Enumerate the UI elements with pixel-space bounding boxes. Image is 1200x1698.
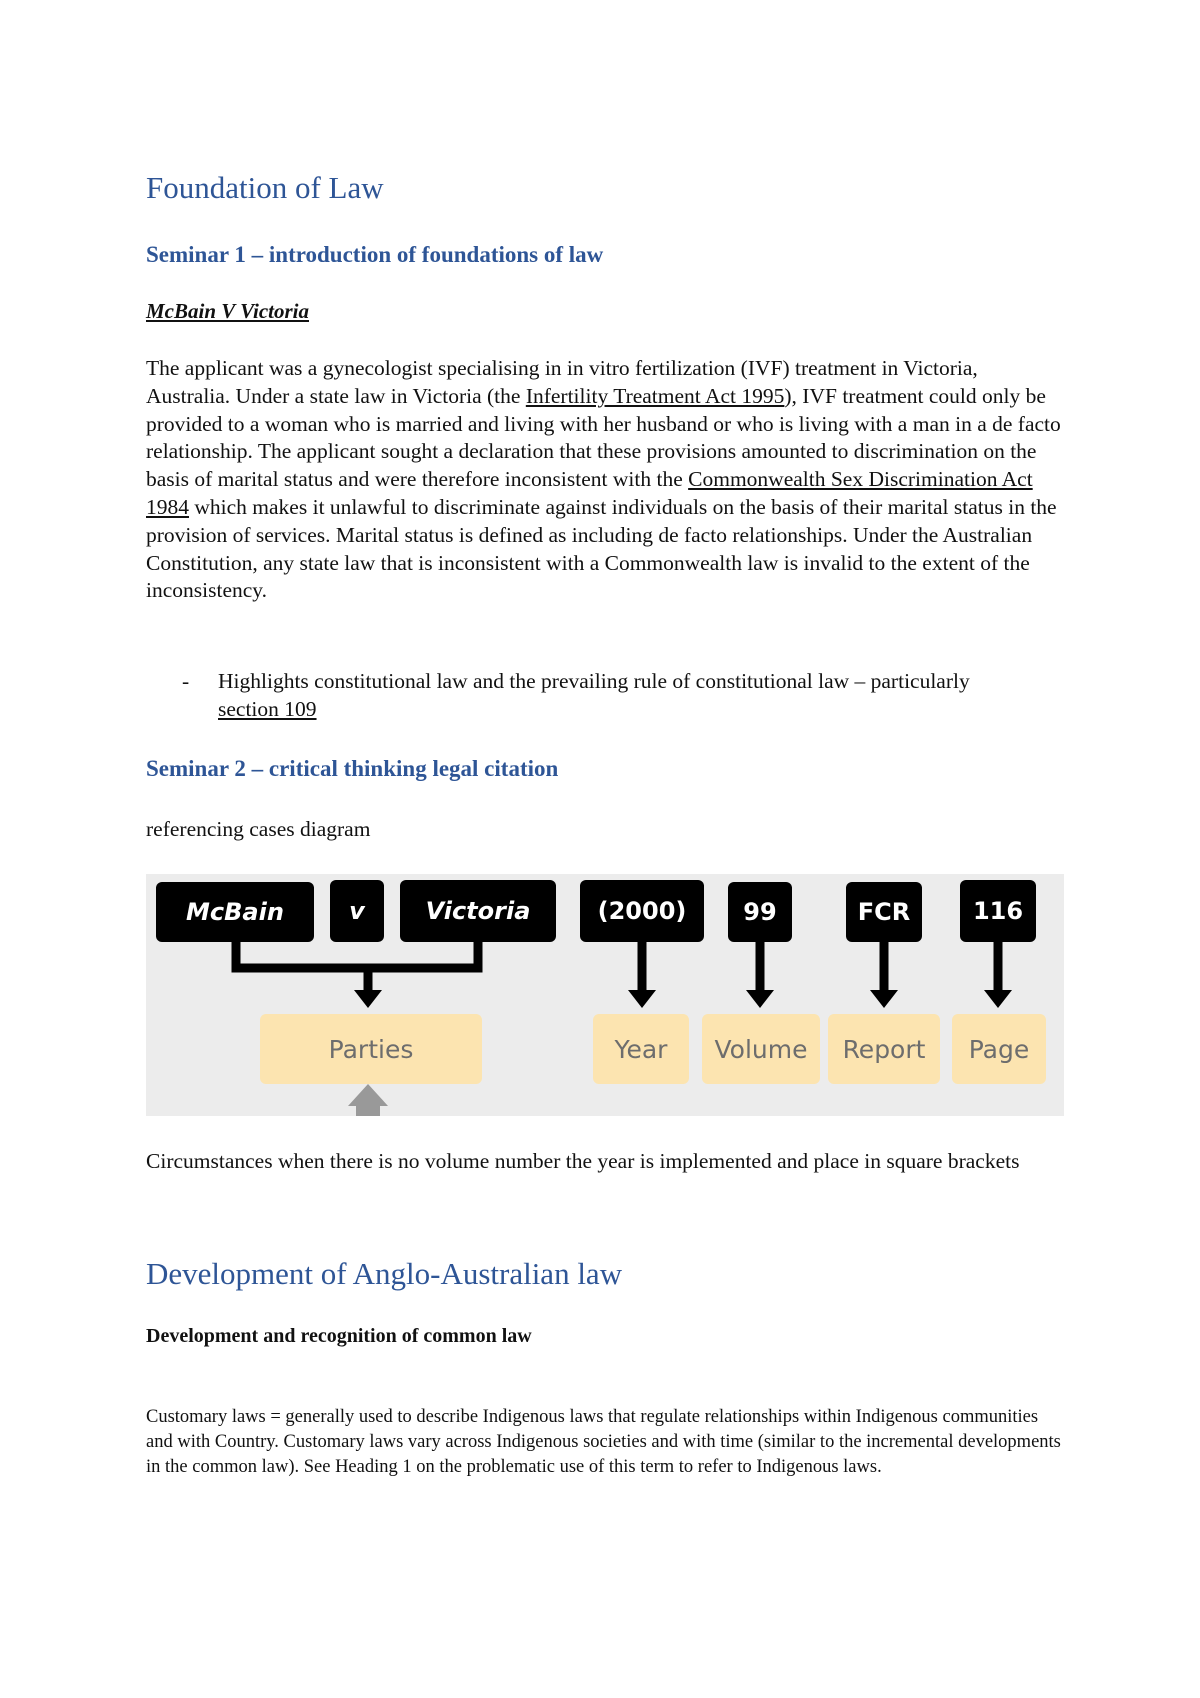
- label-report: Report: [828, 1014, 940, 1084]
- circumstances-paragraph: Circumstances when there is no volume number the year is implemented and place in square brackets: [146, 1149, 1020, 1173]
- box-year-value: (2000): [580, 880, 704, 942]
- box-volume-value: 99: [728, 882, 792, 942]
- box-report-value: FCR: [846, 882, 922, 942]
- label-volume: Volume: [702, 1014, 820, 1084]
- parties-arrowhead: [354, 990, 382, 1008]
- heading-development: Development of Anglo-Australian law: [146, 1256, 623, 1291]
- section-109-link[interactable]: section 109: [218, 697, 317, 721]
- label-parties: Parties: [260, 1014, 482, 1084]
- box-victoria: Victoria: [400, 880, 556, 942]
- case-text-2: ), IVF treatment could only be provided to a woman who is married and living with her husband or who is living with a man in a de facto relationship. The applicant sought a declaration that these provisions amounted to discrimination on the basis of marital status and were therefore inconsistent with the: [146, 383, 1061, 492]
- heading-common-law: Development and recognition of common law: [146, 1325, 532, 1347]
- case-text-3: which makes it unlawful to discriminate against individuals on the basis of their marital status in the provision of services. Marital status is defined as including de facto relationships. Under the Australian Constitution, any state law that is inconsistent with a Commonwealth law is invalid to the extent of the inconsistency.: [146, 494, 1057, 603]
- case-title: McBain V Victoria: [146, 299, 309, 323]
- sex-discrimination-act-link[interactable]: Commonwealth Sex Discrimination Act 1984: [146, 467, 1033, 519]
- grey-up-arrow: [348, 1084, 388, 1116]
- citation-diagram: [146, 874, 1064, 1116]
- diagram-caption: referencing cases diagram: [146, 817, 371, 841]
- bullet-dash: -: [182, 669, 190, 693]
- box-v: v: [330, 880, 384, 942]
- report-arrowhead: [870, 990, 898, 1008]
- heading-seminar-2: Seminar 2 – critical thinking legal citation: [146, 756, 559, 781]
- heading-seminar-1: Seminar 1 – introduction of foundations of law: [146, 242, 604, 267]
- volume-arrowhead: [746, 990, 774, 1008]
- box-mcbain: McBain: [156, 882, 314, 942]
- case-paragraph: [146, 355, 1066, 605]
- box-page-value: 116: [960, 880, 1036, 942]
- case-text-1: The applicant was a gynecologist specialising in in vitro fertilization (IVF) treatment in Victoria, Australia. Under a state law in Victoria (the: [146, 356, 978, 408]
- year-arrowhead: [628, 990, 656, 1008]
- bullet-text: Highlights constitutional law and the prevailing rule of constitutional law – particularly: [218, 669, 970, 693]
- parties-bracket: [236, 942, 478, 968]
- infertility-act-link[interactable]: Infertility Treatment Act 1995: [525, 383, 785, 408]
- heading-foundation-of-law: Foundation of Law: [146, 170, 384, 205]
- page-arrowhead: [984, 990, 1012, 1008]
- label-year: Year: [593, 1014, 689, 1084]
- label-page: Page: [952, 1014, 1046, 1084]
- bullet-item: [182, 667, 1002, 723]
- customary-paragraph: Customary laws = generally used to describe Indigenous laws that regulate relationships within Indigenous communities and with Country. Customary laws vary across Indigenous societies and with time (similar to the incremental developments in the common law). See Heading 1 on the problematic use of this term to refer to Indigenous laws.: [146, 1407, 1061, 1477]
